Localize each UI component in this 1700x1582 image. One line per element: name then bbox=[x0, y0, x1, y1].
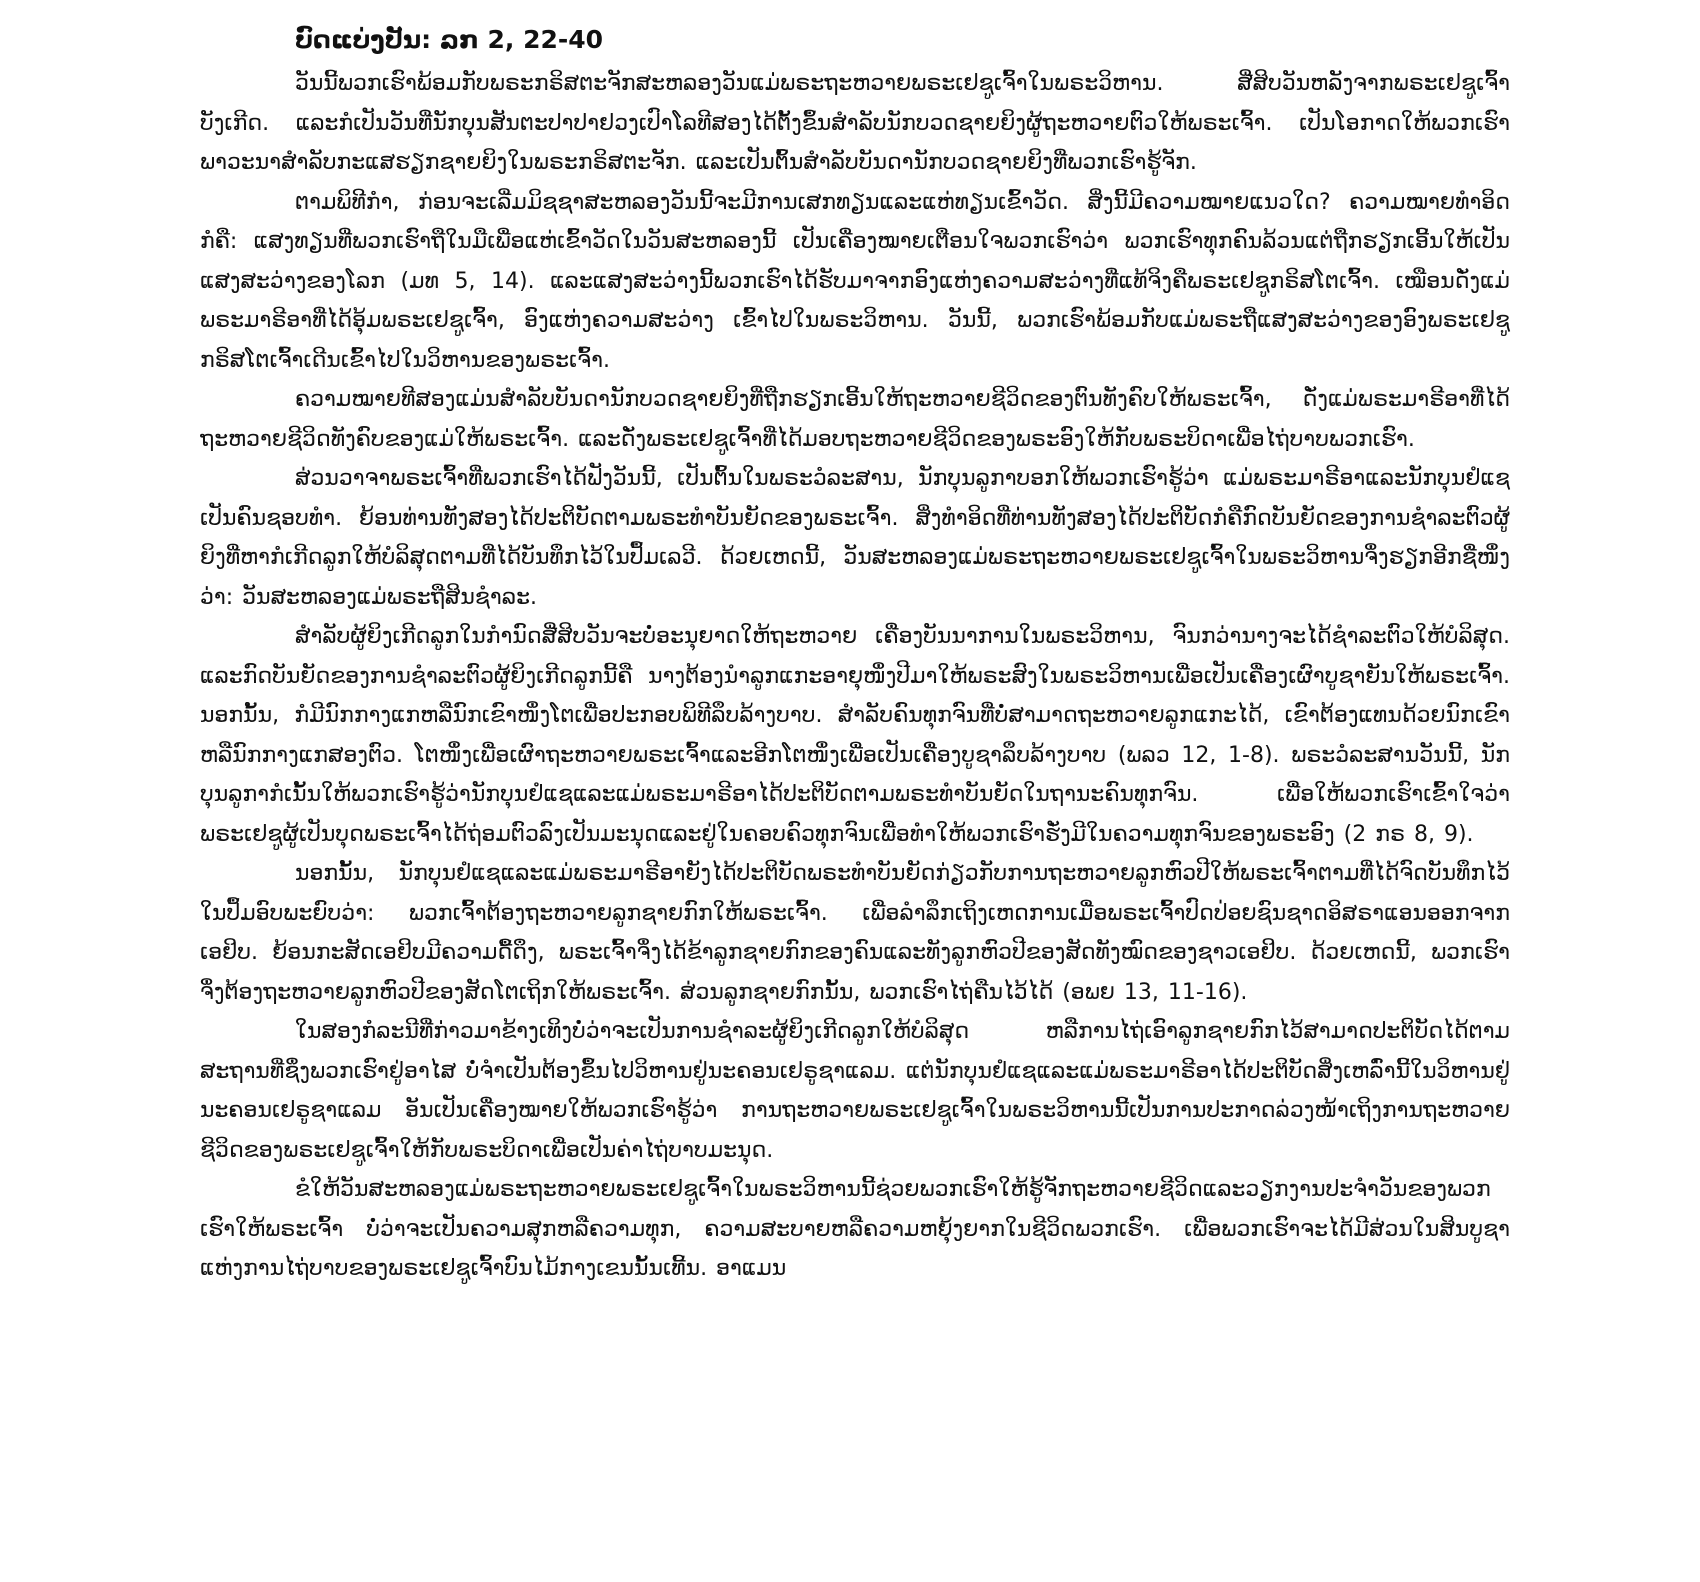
paragraph-8: ຂໍໃຫ້ວັນສະຫລອງແມ່ພຣະຖະຫວາຍພຣະເຢຊູເຈົ້າໃນພຣະວິຫານນີ້ຊ່ວຍພວກເຮົາໃຫ້ຮູ້ຈັກຖະຫວາຍຊີວິດແລະວຽກງານປະຈຳວັນຂອງພວກເຮົາໃຫ້ພຣະເຈົ້າ ບໍ່ວ່າຈະເປັນຄວາມສຸກຫລືຄວາມທຸກ, ຄວາມສະບາຍຫລືຄວາມຫຍຸ້ງຍາກໃນຊີວິດພວກເຮົາ. ເພື່ອພວກເຮົາຈະໄດ້ມີສ່ວນໃນສິນບູຊາແຫ່ງການໄຖ່ບາບຂອງພຣະເຢຊູເຈົ້າບົນໄມ້ກາງເຂນນັ້ນເທີ້ນ. ອາແມນ bbox=[200, 1177, 1510, 1281]
document-heading: ບົດແບ່ງປັນ: ລກ 2, 22-40 bbox=[295, 25, 604, 54]
paragraph-2: ຕາມພິທີກຳ, ກ່ອນຈະເລີ່ມມິຊຊາສະຫລອງວັນນີ້ຈະມີການເສກທຽນແລະແຫ່ທຽນເຂົ້າວັດ. ສິ່ງນີ້ມີຄວາມໝາຍແນວໃດ? ຄວາມໝາຍທຳອິດກໍຄື: ແສງທຽນທີ່ພວກເຮົາຖືໃນມືເພື່ອແຫ່ເຂົ້າວັດໃນວັນສະຫລອງນີ້ ເປັນເຄື່ອງໝາຍເຕືອນໃຈພວກເຮົາວ່າ ພວກເຮົາທຸກຄົນລ້ວນແຕ່ຖືກຮຽກເອີ້ນໃຫ້ເປັນແສງສະວ່າງຂອງໂລກ (ມທ 5, 14). ແລະແສງສະວ່າງນີ້ພວກເຮົາໄດ້ຮັບມາຈາກອົງແຫ່ງຄວາມສະວ່າງທີ່ແທ້ຈິງຄືພຣະເຢຊູກຣິສໂຕເຈົ້າ. ເໝືອນດັ່ງແມ່ພຣະມາຣີອາທີ່ໄດ້ອຸ້ມພຣະເຢຊູເຈົ້າ, ອົງແຫ່ງຄວາມສະວ່າງ ເຂົ້າໄປໃນພຣະວິຫານ. ວັນນີ້, ພວກເຮົາພ້ອມກັບແມ່ພຣະຖືແສງສະວ່າງຂອງອົງພຣະເຢຊູກຣິສໂຕເຈົ້າເດີນເຂົ້າໄປໃນວິຫານຂອງພຣະເຈົ້າ. bbox=[200, 189, 1510, 373]
paragraph-6: ນອກນັ້ນ, ນັກບຸນຢໍແຊແລະແມ່ພຣະມາຣີອາຍັງໄດ້ປະຕິບັດພຣະທຳບັນຍັດກ່ຽວກັບການຖະຫວາຍລູກຫົວປີໃຫ້ພຣະເຈົ້າຕາມທີ່ໄດ້ຈົດບັນທຶກໄວ້ໃນປຶ້ມອົບພະຍົບວ່າ: ພວກເຈົ້າຕ້ອງຖະຫວາຍລູກຊາຍກົກໃຫ້ພຣະເຈົ້າ. ເພື່ອລຳລຶກເຖິງເຫດການເມື່ອພຣະເຈົ້າປົດປ່ອຍຊົນຊາດອິສຣາແອນອອກຈາກເອຢິບ. ຍ້ອນກະສັດເອຢິບມີຄວາມດື້ດຶງ, ພຣະເຈົ້າຈຶ່ງໄດ້ຂ້າລູກຊາຍກົກຂອງຄົນແລະທັງລູກຫົວປີຂອງສັດທັງໝົດຂອງຊາວເອຢິບ. ດ້ວຍເຫດນີ້, ພວກເຮົາຈຶ່ງຕ້ອງຖະຫວາຍລູກຫົວປີຂອງສັດໂຕເຖິກໃຫ້ພຣະເຈົ້າ. ສ່ວນລູກຊາຍກົກນັ້ນ, ພວກເຮົາໄຖ່ຄືນໄວ້ໄດ້ (ອພຍ 13, 11-16). bbox=[200, 861, 1510, 1005]
paragraph-4: ສ່ວນວາຈາພຣະເຈົ້າທີ່ພວກເຮົາໄດ້ຟັງວັນນີ້, ເປັນຕົ້ນໃນພຣະວໍລະສານ, ນັກບຸນລູກາບອກໃຫ້ພວກເຮົາຮູ້ວ່າ ແມ່ພຣະມາຣີອາແລະນັກບຸນຢໍແຊເປັນຄົນຊອບທຳ. ຍ້ອນທ່ານທັງສອງໄດ້ປະຕິບັດຕາມພຣະທຳບັນຍັດຂອງພຣະເຈົ້າ. ສິ່ງທຳອິດທີ່ທ່ານທັງສອງໄດ້ປະຕິບັດກໍຄືກົດບັນຍັດຂອງການຊຳລະຕົວຜູ້ຍິງທີ່ຫາກໍເກີດລູກໃຫ້ບໍລິສຸດຕາມທີ່ໄດ້ບັນທຶກໄວ້ໃນປຶ້ມເລວີ. ດ້ວຍເຫດນີ້, ວັນສະຫລອງແມ່ພຣະຖະຫວາຍພຣະເຢຊູເຈົ້າໃນພຣະວິຫານຈຶ່ງຮຽກອີກຊື່ໜຶ່ງວ່າ: ວັນສະຫລອງແມ່ພຣະຖືສິນຊຳລະ. bbox=[200, 466, 1510, 610]
paragraph-3: ຄວາມໝາຍທີສອງແມ່ນສຳລັບບັນດານັກບວດຊາຍຍິງທີ່ຖືກຮຽກເອີ້ນໃຫ້ຖະຫວາຍຊີວິດຂອງຕົນທັງຄົບໃຫ້ພຣະເຈົ້າ, ດັ່ງແມ່ພຣະມາຣີອາທີ່ໄດ້ຖະຫວາຍຊີວິດທັງຄົບຂອງແມ່ໃຫ້ພຣະເຈົ້າ. ແລະດັ່ງພຣະເຢຊູເຈົ້າທີ່ໄດ້ມອບຖະຫວາຍຊີວິດຂອງພຣະອົງໃຫ້ກັບພຣະບິດາເພື່ອໄຖ່ບາບພວກເຮົາ. bbox=[200, 387, 1510, 452]
paragraph-7: ໃນສອງກໍລະນີທີ່ກ່າວມາຂ້າງເທິງບໍ່ວ່າຈະເປັນການຊຳລະຜູ້ຍິງເກີດລູກໃຫ້ບໍລິສຸດ ຫລືການໄຖ່ເອົາລູກຊາຍກົກໄວ້ສາມາດປະຕິບັດໄດ້ຕາມສະຖານທີ່ຊຶ່ງພວກເຮົາຢູ່ອາໄສ ບໍ່ຈຳເປັນຕ້ອງຂຶ້ນໄປວິຫານຢູ່ນະຄອນເຢຣູຊາແລມ. ແຕ່ນັກບຸນຢໍແຊແລະແມ່ພຣະມາຣີອາໄດ້ປະຕິບັດສິ່ງເຫລົ່ານີ້ໃນວິຫານຢູ່ນະຄອນເຢຣູຊາແລມ ອັນເປັນເຄື່ອງໝາຍໃຫ້ພວກເຮົາຮູ້ວ່າ ການຖະຫວາຍພຣະເຢຊູເຈົ້າໃນພຣະວິຫານນີ້ເປັນການປະກາດລ່ວງໜ້າເຖິງການຖະຫວາຍຊີວິດຂອງພຣະເຢຊູເຈົ້າໃຫ້ກັບພຣະບິດາເພື່ອເປັນຄ່າໄຖ່ບາບມະນຸດ. bbox=[200, 1019, 1510, 1163]
document-body bbox=[200, 20, 1510, 1289]
paragraph-1: ວັນນີ້ພວກເຮົາພ້ອມກັບພຣະກຣິສຕະຈັກສະຫລອງວັນແມ່ພຣະຖະຫວາຍພຣະເຢຊູເຈົ້າໃນພຣະວິຫານ. ສີ່ສິບວັນຫລັງຈາກພຣະເຢຊູເຈົ້າບັງເກີດ. ແລະກໍເປັນວັນທີ່ນັກບຸນສັນຕະປາປາຢວງເປົາໂລທີສອງໄດ້ຕັ້ງຂຶ້ນສຳລັບນັກບວດຊາຍຍິງຜູ້ຖະຫວາຍຕົວໃຫ້ພຣະເຈົ້າ. ເປັນໂອກາດໃຫ້ພວກເຮົາພາວະນາສຳລັບກະແສຮຽກຊາຍຍິງໃນພຣະກຣິສຕະຈັກ. ແລະເປັນຕົ້ນສຳລັບບັນດານັກບວດຊາຍຍິງທີ່ພວກເຮົາຮູ້ຈັກ. bbox=[200, 71, 1510, 175]
paragraph-5: ສຳລັບຜູ້ຍິງເກີດລູກໃນກຳນົດສີ່ສິບວັນຈະບໍ່ອະນຸຍາດໃຫ້ຖະຫວາຍ ເຄື່ອງບັນນາການໃນພຣະວິຫານ, ຈົນກວ່ານາງຈະໄດ້ຊຳລະຕົວໃຫ້ບໍລິສຸດ. ແລະກົດບັນຍັດຂອງການຊຳລະຕົວຜູ້ຍິງເກີດລູກນີ້ຄື ນາງຕ້ອງນຳລູກແກະອາຍຸໜຶ່ງປີມາໃຫ້ພຣະສົງໃນພຣະວິຫານເພື່ອເປັນເຄື່ອງເຜົາບູຊາຍັນໃຫ້ພຣະເຈົ້າ. ນອກນັ້ນ, ກໍມີນົກກາງແກຫລືນົກເຂົາໜຶ່ງໂຕເພື່ອປະກອບພິທີລຶບລ້າງບາບ. ສຳລັບຄົນທຸກຈົນທີ່ບໍ່ສາມາດຖະຫວາຍລູກແກະໄດ້, ເຂົາຕ້ອງແທນດ້ວຍນົກເຂົາຫລືນົກກາງແກສອງຕົວ. ໂຕໜຶ່ງເພື່ອເຜົາຖະຫວາຍພຣະເຈົ້າແລະອີກໂຕໜຶ່ງເພື່ອເປັນເຄື່ອງບູຊາລຶບລ້າງບາບ (ພລວ 12, 1-8). ພຣະວໍລະສານວັນນີ້, ນັກບຸນລູກາກໍເນັ້ນໃຫ້ພວກເຮົາຮູ້ວ່ານັກບຸນຢໍແຊແລະແມ່ພຣະມາຣີອາໄດ້ປະຕິບັດຕາມພຣະທຳບັນຍັດໃນຖານະຄົນທຸກຈົນ. ເພື່ອໃຫ້ພວກເຮົາເຂົ້າໃຈວ່າ ພຣະເຢຊູຜູ້ເປັນບຸດພຣະເຈົ້າໄດ້ຖ່ອມຕົວລົງເປັນມະນຸດແລະຢູ່ໃນຄອບຄົວທຸກຈົນເພື່ອທຳໃຫ້ພວກເຮົາຮັ່ງມີໃນຄວາມທຸກຈົນຂອງພຣະອົງ (2 ກຣ 8, 9). bbox=[200, 624, 1510, 847]
